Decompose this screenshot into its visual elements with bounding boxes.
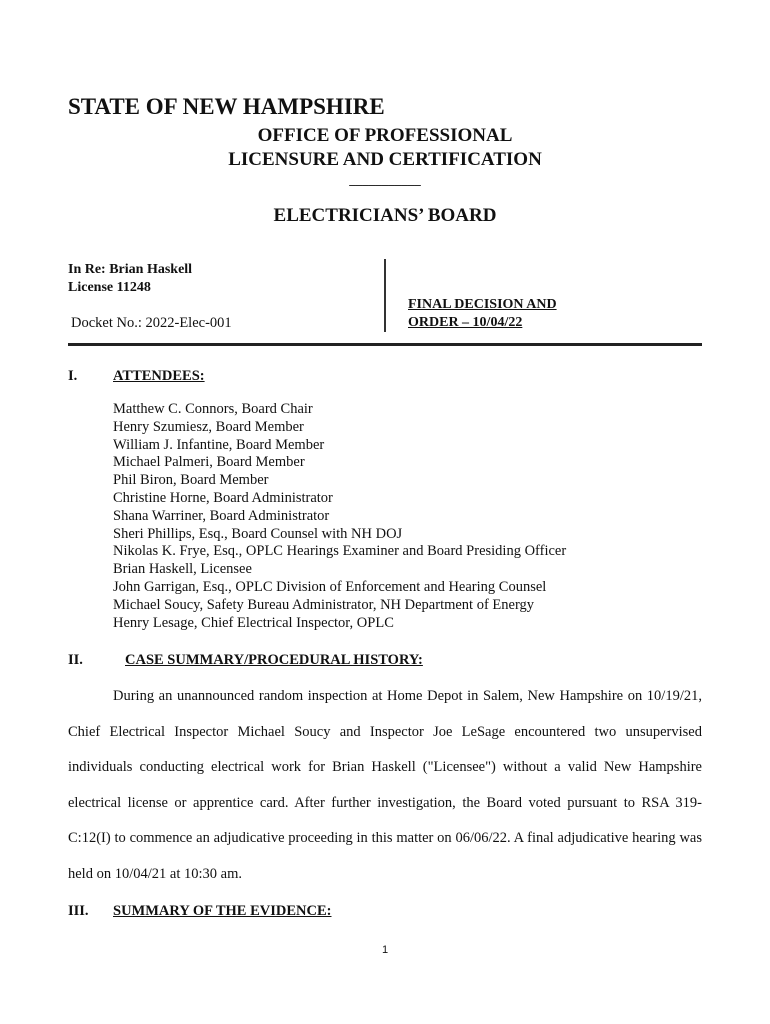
section-2-number: II.: [68, 652, 83, 668]
in-re-line: In Re: Brian Haskell: [68, 262, 193, 277]
case-summary-paragraph: [68, 679, 702, 893]
page-number: 1: [381, 944, 389, 956]
list-item: Matthew C. Connors, Board Chair: [113, 401, 313, 417]
decision-title-line1: FINAL DECISION AND: [408, 297, 557, 312]
docket-number: Docket No.: 2022-Elec-001: [71, 315, 232, 331]
section-3-number: III.: [68, 903, 89, 919]
section-1-heading: ATTENDEES:: [113, 368, 205, 384]
list-item: Christine Horne, Board Administrator: [113, 489, 333, 506]
section-1-number: I.: [68, 368, 78, 384]
list-item: Henry Szumiesz, Board Member: [113, 418, 304, 435]
case-summary-text: During an unannounced random inspection at Home Depot in Salem, New Hampshire on 10/19/21, Chief Electrical Inspector Michael Soucy and Inspector Joe LeSage encountered two unsupervised individuals conducting electrical work for Brian Haskell ("Licensee") without a valid New Hampshire electrical license or apprentice card. After further investigation, the Board voted pursuant to RSA 319-C:12(I) to commence an adjudicative proceeding in this matter on 06/06/22. A final adjudicative hearing was held on 10/04/21 at 10:30 am.: [68, 688, 702, 882]
header-separator: ___________: [349, 172, 421, 187]
section-3-heading: SUMMARY OF THE EVIDENCE:: [113, 903, 332, 919]
office-title-line2: LICENSURE AND CERTIFICATION: [228, 149, 542, 170]
section-2-heading: CASE SUMMARY/PROCEDURAL HISTORY:: [125, 652, 423, 668]
office-title-line1: OFFICE OF PROFESSIONAL: [257, 125, 513, 146]
list-item: Brian Haskell, Licensee: [113, 561, 252, 578]
decision-title-line2: ORDER – 10/04/22: [408, 315, 523, 330]
document-state-heading: STATE OF NEW HAMPSHIRE: [68, 94, 385, 119]
caption-divider: [384, 259, 386, 332]
list-item: William J. Infantine, Board Member: [113, 436, 325, 453]
list-item: Henry Lesage, Chief Electrical Inspector, OPLC: [113, 614, 394, 631]
list-item: Michael Soucy, Safety Bureau Administrator, NH Department of Energy: [113, 596, 535, 613]
license-line: License 11248: [68, 280, 151, 295]
list-item: Phil Biron, Board Member: [113, 472, 269, 489]
caption-rule: [68, 343, 702, 346]
list-item: Nikolas K. Frye, Esq., OPLC Hearings Examiner and Board Presiding Officer: [113, 543, 567, 560]
list-item: Sheri Phillips, Esq., Board Counsel with NH DOJ: [113, 525, 403, 542]
attendees-list: [113, 401, 566, 632]
list-item: Shana Warriner, Board Administrator: [113, 507, 330, 524]
board-title: ELECTRICIANS’ BOARD: [273, 205, 497, 226]
list-item: John Garrigan, Esq., OPLC Division of Enforcement and Hearing Counsel: [113, 578, 547, 595]
list-item: Michael Palmeri, Board Member: [113, 454, 305, 471]
